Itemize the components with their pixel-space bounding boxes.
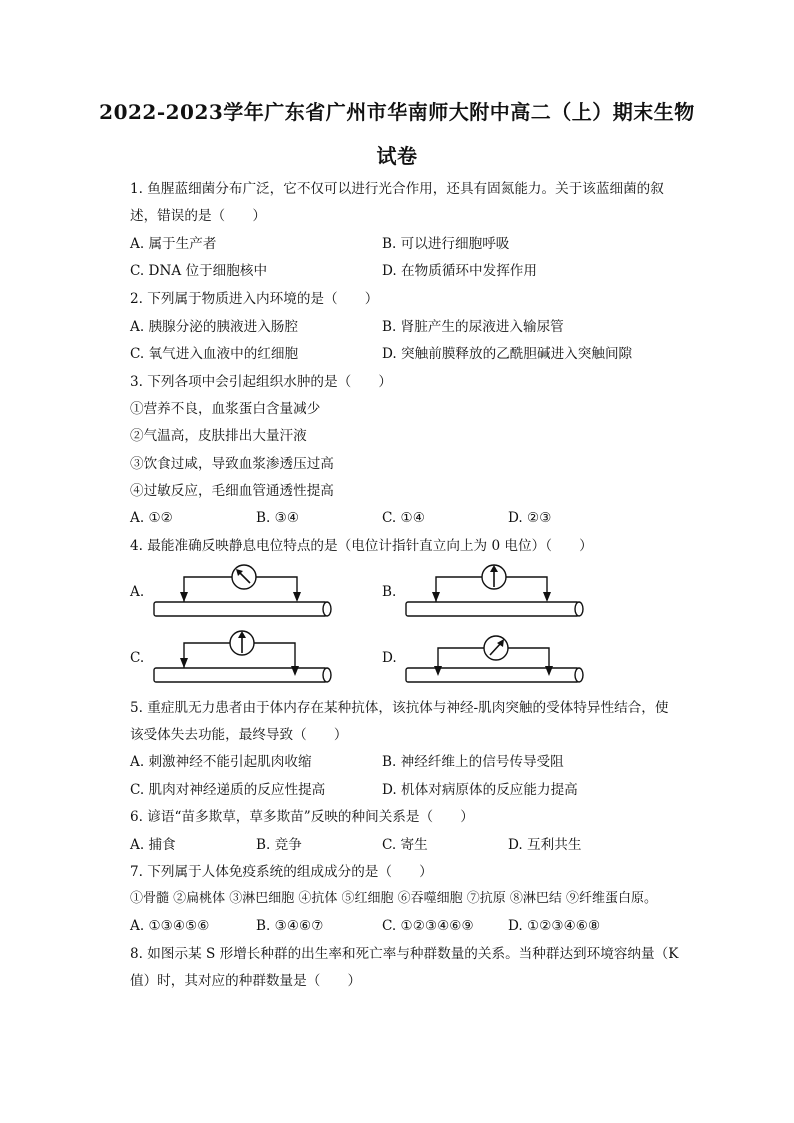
q2-stem: 2. 下列属于物质进入内环境的是（ ） (130, 291, 379, 307)
q7-option-b: B. ③④⑥⑦ (256, 918, 324, 934)
q7-option-d: D. ①②③④⑥⑧ (508, 918, 601, 934)
q1-option-d: D. 在物质循环中发挥作用 (382, 263, 537, 279)
q6-option-c: C. 寄生 (382, 837, 428, 853)
q7-option-a: A. ①③④⑤⑥ (130, 918, 210, 934)
q6-stem: 6. 谚语“苗多欺草，草多欺苗”反映的种间关系是（ ） (130, 809, 474, 825)
q4-option-c-label: C. (130, 650, 145, 666)
exam-title: 2022-2023学年广东省广州市华南师大附中高二（上）期末生物 (99, 100, 695, 124)
q3-item-3: ③饮食过咸，导致血浆渗透压过高 (130, 456, 334, 472)
q1-option-c: C. DNA 位于细胞核中 (130, 263, 268, 279)
q7-option-c: C. ①②③④⑥⑨ (382, 918, 474, 934)
q3-option-b: B. ③④ (256, 510, 300, 526)
q8-stem: 8. 如图示某 S 形增长种群的出生率和死亡率与种群数量的关系。当种群达到环境容纳量（K (130, 946, 679, 962)
q3-stem: 3. 下列各项中会引起组织水肿的是（ ） (130, 374, 392, 390)
q1-stem-cont: 述，错误的是（ ） (130, 208, 266, 224)
q4-diagram-d (402, 628, 587, 686)
q3-item-4: ④过敏反应，毛细血管通透性提高 (130, 483, 334, 499)
q3-option-c: C. ①④ (382, 510, 425, 526)
q8-stem-cont: 值）时，其对应的种群数量是（ ） (130, 973, 362, 989)
q4-option-a-label: A. (130, 584, 145, 600)
q4-option-d-label: D. (382, 650, 397, 666)
q3-option-d: D. ②③ (508, 510, 552, 526)
q6-option-d: D. 互利共生 (508, 837, 582, 853)
q6-option-a: A. 捕食 (130, 837, 176, 853)
q3-item-2: ②气温高，皮肤排出大量汗液 (130, 428, 307, 444)
q4-option-b-label: B. (382, 584, 397, 600)
q1-option-a: A. 属于生产者 (130, 236, 217, 252)
q5-option-c: C. 肌肉对神经递质的反应性提高 (130, 782, 326, 798)
q7-items: ①骨髓 ②扁桃体 ③淋巴细胞 ④抗体 ⑤红细胞 ⑥吞噬细胞 ⑦抗原 ⑧淋巴结 ⑨纤维蛋白原。 (130, 891, 658, 906)
q2-option-b: B. 肾脏产生的尿液进入输尿管 (382, 319, 564, 335)
q5-stem-cont: 该受体失去功能，最终导致（ ） (130, 727, 348, 743)
q5-option-d: D. 机体对病原体的反应能力提高 (382, 782, 578, 798)
q7-stem: 7. 下列属于人体免疫系统的组成成分的是（ ） (130, 864, 433, 880)
q2-option-a: A. 胰腺分泌的胰液进入肠腔 (130, 319, 298, 335)
q3-option-a: A. ①② (130, 510, 173, 526)
q5-option-a: A. 刺激神经不能引起肌肉收缩 (130, 754, 312, 770)
q2-option-d: D. 突触前膜释放的乙酰胆碱进入突触间隙 (382, 346, 633, 362)
q4-diagram-a (150, 562, 335, 620)
q5-stem: 5. 重症肌无力患者由于体内存在某种抗体，该抗体与神经-肌肉突触的受体特异性结合，使 (130, 700, 669, 716)
q4-stem: 4. 最能准确反映静息电位特点的是（电位计指针直立向上为 0 电位）（ ） (130, 538, 593, 554)
q6-option-b: B. 竞争 (256, 837, 302, 853)
exam-title-cont: 试卷 (376, 144, 418, 168)
q1-stem: 1. 鱼腥蓝细菌分布广泛，它不仅可以进行光合作用，还具有固氮能力。关于该蓝细菌的叙 (130, 181, 664, 197)
q1-option-b: B. 可以进行细胞呼吸 (382, 236, 510, 252)
q4-diagram-c (150, 628, 335, 686)
q3-item-1: ①营养不良，血浆蛋白含量减少 (130, 401, 321, 417)
q5-option-b: B. 神经纤维上的信号传导受阻 (382, 754, 564, 770)
q4-diagram-b (402, 562, 587, 620)
q2-option-c: C. 氧气进入血液中的红细胞 (130, 346, 299, 362)
